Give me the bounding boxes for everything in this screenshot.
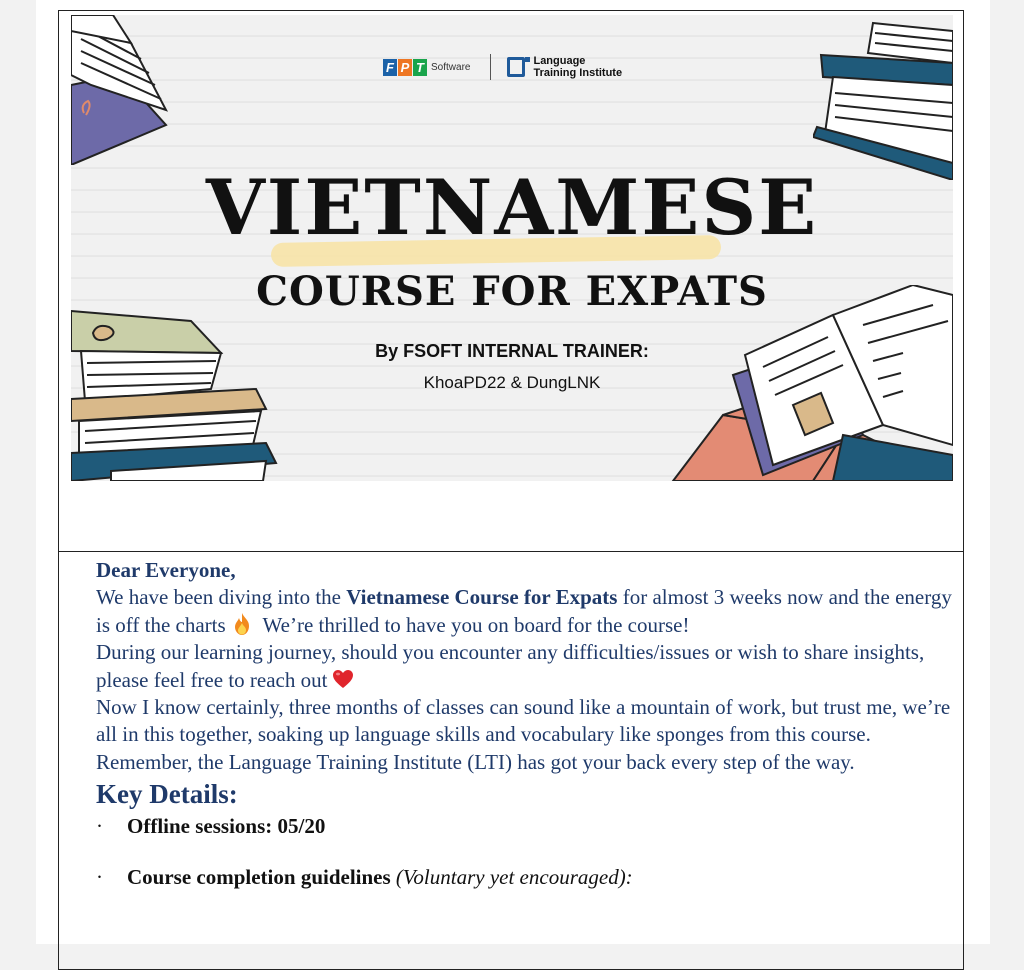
lti-logo-icon — [507, 57, 525, 77]
fire-icon — [230, 612, 254, 636]
lti-name-line2: Training Institute — [533, 67, 623, 79]
bullet-dot: · — [96, 865, 103, 890]
document-page — [36, 0, 990, 944]
completion-guidelines: Course completion guidelines — [127, 865, 391, 890]
offline-sessions: Offline sessions: 05/20 — [127, 814, 326, 839]
paragraph-support — [96, 639, 956, 694]
list-item — [96, 812, 956, 840]
red-heart-icon — [331, 667, 355, 691]
paragraph-intro — [96, 584, 956, 639]
banner-subtitle: COURSE FOR EXPATS — [256, 268, 768, 315]
banner-byline: By FSOFT INTERNAL TRAINER: — [375, 341, 649, 361]
course-banner — [71, 15, 953, 481]
paragraph-lti: Remember, the Language Training Institute (LTI) has got your back every step of the way. — [96, 749, 855, 774]
fpt-letter-t: T — [413, 59, 427, 76]
letter-body — [96, 557, 956, 891]
support-text: During our learning journey, should you encounter any difficulties/issues or wish to share insights, please feel free to reach out — [96, 640, 925, 692]
fpt-logo — [383, 59, 427, 76]
books-top-right-illustration — [813, 15, 953, 180]
intro-text-post: for almost 3 weeks now and the energy is off the charts — [96, 585, 952, 637]
lti-name-line1: Language — [533, 55, 586, 67]
banner-cell — [59, 11, 963, 552]
bullet-dot: · — [96, 814, 103, 839]
list-item — [96, 863, 956, 891]
books-top-left-illustration — [71, 15, 181, 165]
fpt-letter-p: P — [398, 59, 412, 76]
document-frame — [58, 10, 964, 970]
intro-text-tail: We’re thrilled to have you on board for the course! — [257, 612, 690, 637]
intro-text-pre: We have been diving into the — [96, 585, 347, 610]
key-details-list — [96, 812, 956, 891]
logo-divider — [490, 54, 491, 80]
lti-logo-text — [533, 55, 653, 79]
banner-trainers: KhoaPD22 & DungLNK — [423, 373, 601, 392]
partner-logos — [383, 49, 653, 85]
fpt-letter-f: F — [383, 59, 397, 76]
completion-guidelines-note: (Voluntary yet encouraged): — [395, 865, 633, 890]
greeting: Dear Everyone, — [96, 558, 236, 582]
paragraph-encouragement: Now I know certainly, three months of classes can sound like a mountain of work, but trust me, we’re all in this together, soaking up language skills and vocabulary like sponges from this course. — [96, 695, 951, 747]
fpt-software-label: Software — [431, 61, 471, 73]
course-name: Vietnamese Course for Expats — [346, 585, 618, 610]
banner-title: VIETNAMESE — [205, 163, 819, 252]
key-details-heading: Key Details: — [96, 779, 238, 810]
